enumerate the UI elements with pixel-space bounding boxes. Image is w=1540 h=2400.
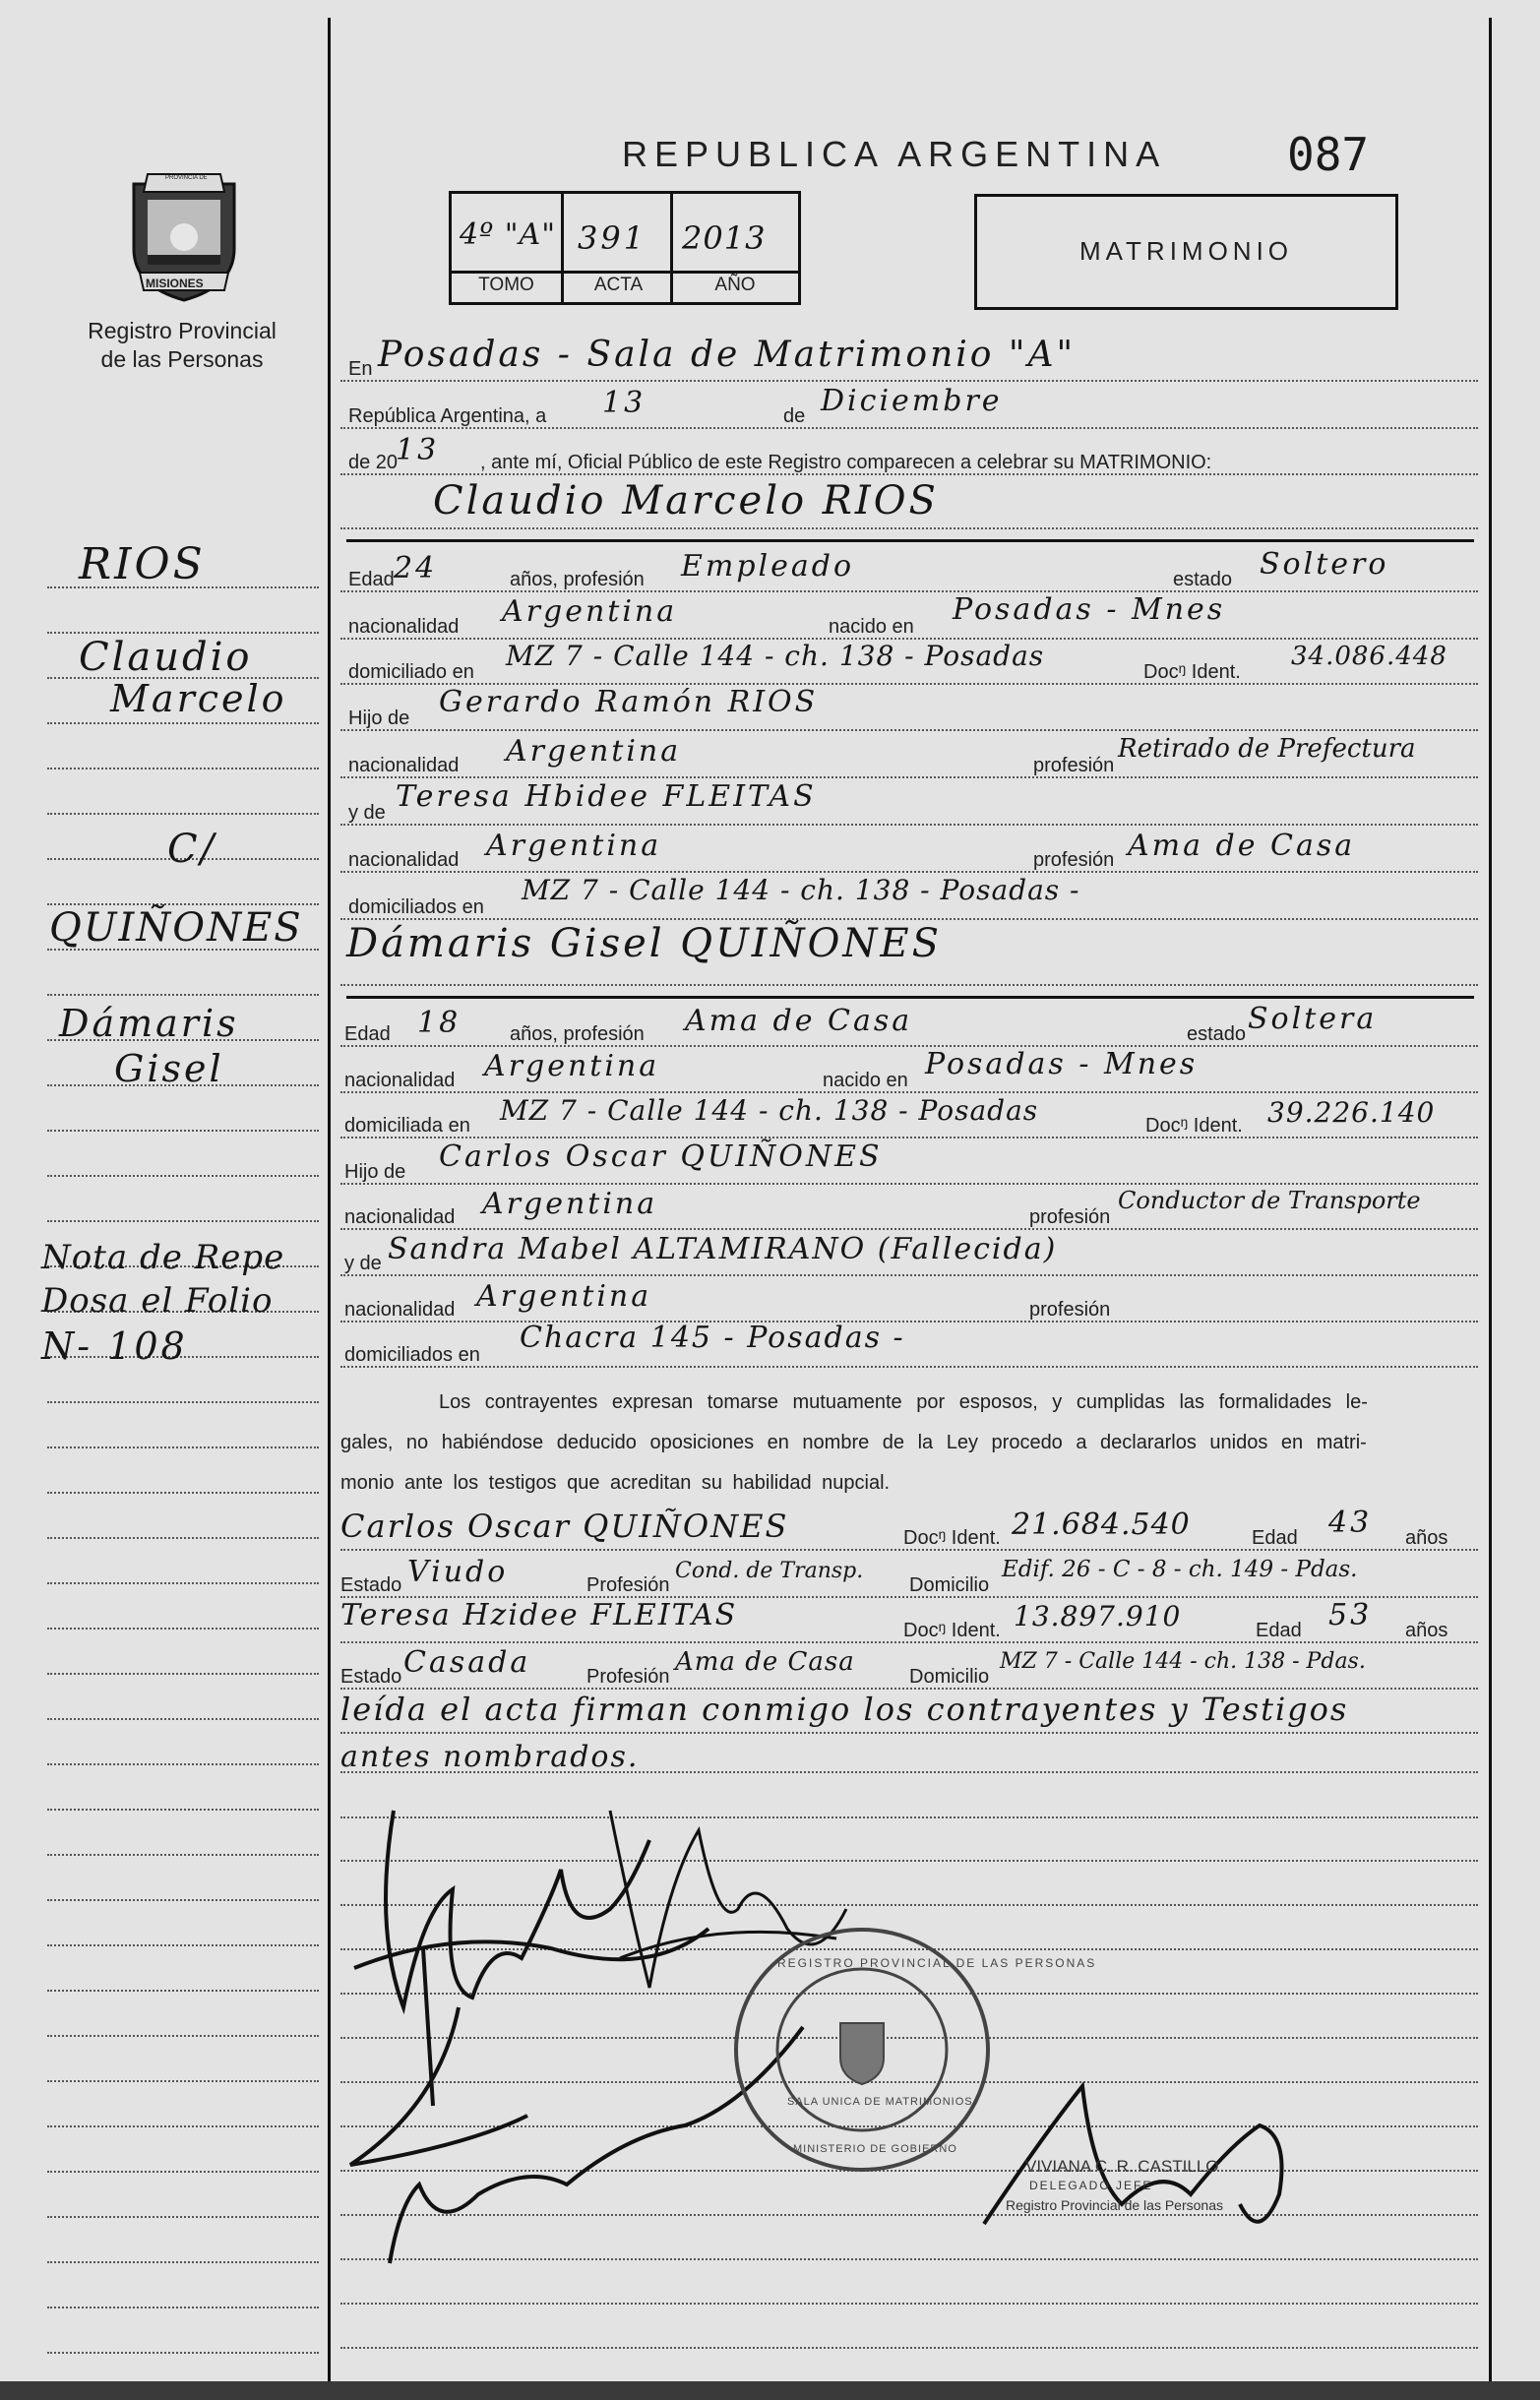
bride-edad-label: Edad [344,1023,391,1045]
margin-rule [47,1401,319,1403]
margin-rule [47,1628,319,1630]
seal-bottom-text: MINISTERIO DE GOBIERNO [793,2143,957,2155]
margin-rule [47,2352,319,2354]
tomo-acta-ano-box [449,191,801,305]
main-rule [340,1137,1478,1138]
margin-rule [47,722,319,724]
acta-value: 391 [578,219,647,257]
groom-nationality-label: nacionalidad [348,616,460,638]
bride-address: MZ 7 - Calle 144 - ch. 138 - Posadas [500,1094,1039,1127]
main-rule [340,1321,1478,1323]
margin-rule [47,1854,319,1856]
groom-nacido-label: nacido en [829,616,914,638]
declaration-line2: gales, no habiéndose deducido oposiciones en nombre de la Ley procedo a declararlos unidos en matri- [340,1432,1367,1453]
groom-mother-name: Teresa Hbidee FLEITAS [396,779,817,814]
margin-rule [47,1220,319,1222]
bride-parents-address-label: domiciliados en [344,1344,480,1366]
groom-parents-address-label: domiciliados en [348,896,484,918]
groom-birthplace: Posadas - Mnes [953,592,1226,627]
margin-rule [47,1582,319,1584]
bride-mother-nationality: Argentina [476,1279,652,1314]
bride-nationality-label: nacionalidad [344,1070,456,1091]
groom-mother-nationality: Argentina [486,829,662,863]
margin-surname-groom: RIOS [79,539,206,589]
witness2-prof-label: Profesión [586,1666,670,1688]
registry-line1: Registro Provincial [88,318,277,343]
declaration-line3: monio ante los testigos que acreditan su habilidad nupcial. [340,1472,891,1494]
margin-rule [47,1990,319,1992]
bride-father-prof-label: profesión [1029,1206,1111,1228]
margin-name-bride-first: Dámaris [59,1002,239,1045]
margin-note-line3: N- 108 [41,1324,188,1368]
ceremony-day: 13 [602,386,647,420]
bride-parents-address: Chacra 145 - Posadas - [520,1321,905,1355]
main-rule [340,1732,1478,1734]
margin-rule [47,1537,319,1539]
matrimonio-box [974,194,1398,310]
margin-surname-bride: QUIÑONES [49,905,303,951]
logo-text-top: PROVINCIA DE [165,175,208,181]
witness2-estado-label: Estado [340,1666,402,1688]
groom-mother-profession: Ama de Casa [1128,829,1356,863]
groom-status: Soltero [1260,547,1389,582]
groom-mother-nat-label: nacionalidad [348,849,460,871]
officer-name: VIVIANA C. R. CASTILLO [1025,2157,1219,2176]
main-rule [340,1274,1478,1276]
margin-name-groom-first: Claudio [79,635,253,680]
groom-mother-label: y de [348,802,386,824]
bride-name: Dámaris Gisel QUIÑONES [346,921,943,966]
groom-estado-label: estado [1173,569,1233,590]
bride-mother-prof-label: profesión [1029,1299,1111,1321]
witness1-doc-number: 21.684.540 [1012,1508,1191,1542]
groom-father-name: Gerardo Ramón RIOS [439,685,819,719]
witness2-name: Teresa Hzidee FLEITAS [340,1598,738,1632]
witness2-status: Casada [403,1645,531,1680]
margin-name-groom-middle: Marcelo [110,677,287,720]
witness1-prof-label: Profesión [586,1574,670,1596]
groom-father-prof-label: profesión [1033,755,1115,776]
groom-father-profession: Retirado de Prefectura [1118,734,1416,764]
bride-father-label: Hijo de [344,1161,406,1183]
bride-father-nationality: Argentina [482,1187,658,1221]
margin-rule [47,1718,319,1720]
margin-rule [47,1944,319,1946]
main-rule [340,1091,1478,1093]
witness1-name: Carlos Oscar QUIÑONES [340,1508,789,1545]
main-rule [340,1366,1478,1368]
republic-label: República Argentina, a [348,405,547,427]
groom-age: 24 [394,551,438,585]
bride-mother-name: Sandra Mabel ALTAMIRANO (Fallecida) [388,1232,1058,1266]
officer-title: DELEGADO JEFE [1029,2179,1153,2192]
groom-address-label: domiciliado en [348,661,474,683]
witness1-address: Edif. 26 - C - 8 - ch. 149 - Pdas. [1002,1557,1358,1582]
margin-rule [47,813,319,815]
margin-rule [47,2216,319,2218]
witness2-doc-number: 13.897.910 [1014,1600,1182,1632]
groom-father-nat-label: nacionalidad [348,755,460,776]
comparecen-text: , ante mí, Oficial Público de este Registro comparecen a celebrar su MATRIMONIO: [480,452,1212,473]
groom-father-nationality: Argentina [506,734,682,769]
bride-nationality: Argentina [484,1049,660,1083]
ano-label: AÑO [714,275,756,295]
bride-mother-label: y de [344,1253,382,1274]
bride-age: 18 [417,1006,462,1040]
margin-rule [47,1130,319,1132]
tomo-label: TOMO [478,275,534,295]
bride-status: Soltera [1248,1002,1378,1036]
margin-rule [47,994,319,996]
scan-bottom-edge [0,2381,1540,2400]
groom-mother-prof-label: profesión [1033,849,1115,871]
bride-profession-label: años, profesión [510,1023,645,1045]
witness1-anos-label: años [1405,1527,1448,1549]
main-rule [340,984,1478,986]
bride-birthplace: Posadas - Mnes [925,1047,1199,1081]
acta-label: ACTA [593,275,644,295]
seal-ring-text: REGISTRO PROVINCIAL DE LAS PERSONAS [777,1956,1097,1970]
year-suffix: 13 [396,433,440,467]
year-prefix: de 20 [348,452,399,473]
ceremony-place: Posadas - Sala de Matrimonio "A" [378,335,1077,375]
margin-rule [47,2171,319,2173]
de-label: de [783,405,806,427]
main-rule [340,776,1478,778]
witness1-edad-label: Edad [1252,1527,1298,1549]
witness2-anos-label: años [1405,1620,1448,1641]
margin-rule [47,2080,319,2082]
groom-doc-label: Docᵑ Ident. [1143,661,1241,683]
witness1-doc-label: Docᵑ Ident. [903,1527,1001,1549]
groom-profession: Empleado [681,549,855,584]
witness1-estado-label: Estado [340,1574,402,1596]
margin-rule [47,1673,319,1675]
margin-rule [47,1809,319,1811]
officer-registry: Registro Provincial de las Personas [1006,2197,1223,2213]
main-rule [340,2347,1478,2349]
margin-rule [47,768,319,769]
logo-text-bottom: MISIONES [146,277,204,290]
main-rule [340,871,1478,873]
doc-type-title: MATRIMONIO [1078,236,1294,266]
en-label: En [348,358,373,380]
witness2-edad-label: Edad [1256,1620,1302,1641]
folio-number: 087 [1287,128,1370,181]
main-rule [340,918,1478,920]
bride-father-name: Carlos Oscar QUIÑONES [439,1139,883,1174]
margin-rule [47,1446,319,1448]
margin-rule [47,2035,319,2037]
margin-rule [47,1763,319,1765]
bride-separator [346,996,1474,999]
margin-rule [47,2125,319,2127]
bride-doc-label: Docᵑ Ident. [1145,1115,1243,1137]
closing-line1: leída el acta firman conmigo los contrayentes y Testigos [340,1691,1349,1728]
margin-rule [47,2261,319,2263]
bride-doc-number: 39.226.140 [1267,1096,1436,1129]
bride-profession: Ama de Casa [685,1004,913,1038]
bride-nacido-label: nacido en [823,1070,908,1091]
margin-rule [47,1899,319,1901]
witness2-address: MZ 7 - Calle 144 - ch. 138 - Pdas. [1000,1649,1366,1674]
margin-note-line1: Nota de Repe [41,1238,285,1277]
country-heading: REPUBLICA ARGENTINA [622,134,1167,174]
bride-estado-label: estado [1187,1023,1247,1045]
margin-name-bride-middle: Gisel [114,1047,224,1090]
main-rule [340,1183,1478,1185]
witness2-age: 53 [1328,1598,1373,1632]
groom-edad-label: Edad [348,569,395,590]
witness2-doc-label: Docᵑ Ident. [903,1620,1001,1641]
groom-doc-number: 34.086.448 [1291,642,1448,671]
margin-rule [47,2307,319,2308]
witness1-profession: Cond. de Transp. [675,1559,864,1583]
groom-nationality: Argentina [502,594,678,629]
witness2-profession: Ama de Casa [675,1647,855,1677]
groom-separator [346,539,1474,542]
groom-father-label: Hijo de [348,708,410,729]
witness1-status: Viudo [407,1555,509,1589]
tomo-value: 4º "A" [460,217,556,252]
witness2-dom-label: Domicilio [909,1666,990,1688]
margin-rule [47,632,319,634]
ano-value: 2013 [682,219,767,257]
closing-line2: antes nombrados. [340,1740,640,1774]
bride-address-label: domiciliada en [344,1115,470,1137]
declaration-line1: Los contrayentes expresan tomarse mutuamente por esposos, y cumplidas las formalidades le- [439,1391,1368,1413]
margin-conjunction: C/ [167,827,217,872]
main-rule [340,527,1478,529]
witness1-age: 43 [1328,1506,1373,1540]
main-rule [340,729,1478,731]
registry-line2: de las Personas [100,346,264,372]
bride-father-profession: Conductor de Transporte [1118,1187,1421,1214]
groom-profession-label: años, profesión [510,569,645,590]
main-rule [340,380,1478,382]
main-rule [340,2303,1478,2305]
bride-mother-nat-label: nacionalidad [344,1299,456,1321]
seal-inner-text: SALA UNICA DE MATRIMONIOS [787,2096,973,2108]
main-rule [340,1228,1478,1230]
margin-rule [47,1175,319,1177]
main-rule [340,824,1478,826]
margin-rule [47,1492,319,1494]
witness1-dom-label: Domicilio [909,1574,990,1596]
groom-name: Claudio Marcelo RIOS [433,478,939,523]
groom-address: MZ 7 - Calle 144 - ch. 138 - Posadas [506,640,1045,672]
ceremony-month: Diciembre [821,384,1003,418]
groom-parents-address: MZ 7 - Calle 144 - ch. 138 - Posadas - [522,874,1080,906]
margin-note-line2: Dosa el Folio [41,1281,274,1321]
signature-officer-icon [964,2047,1319,2263]
bride-father-nat-label: nacionalidad [344,1206,456,1228]
right-border [1489,18,1492,2381]
